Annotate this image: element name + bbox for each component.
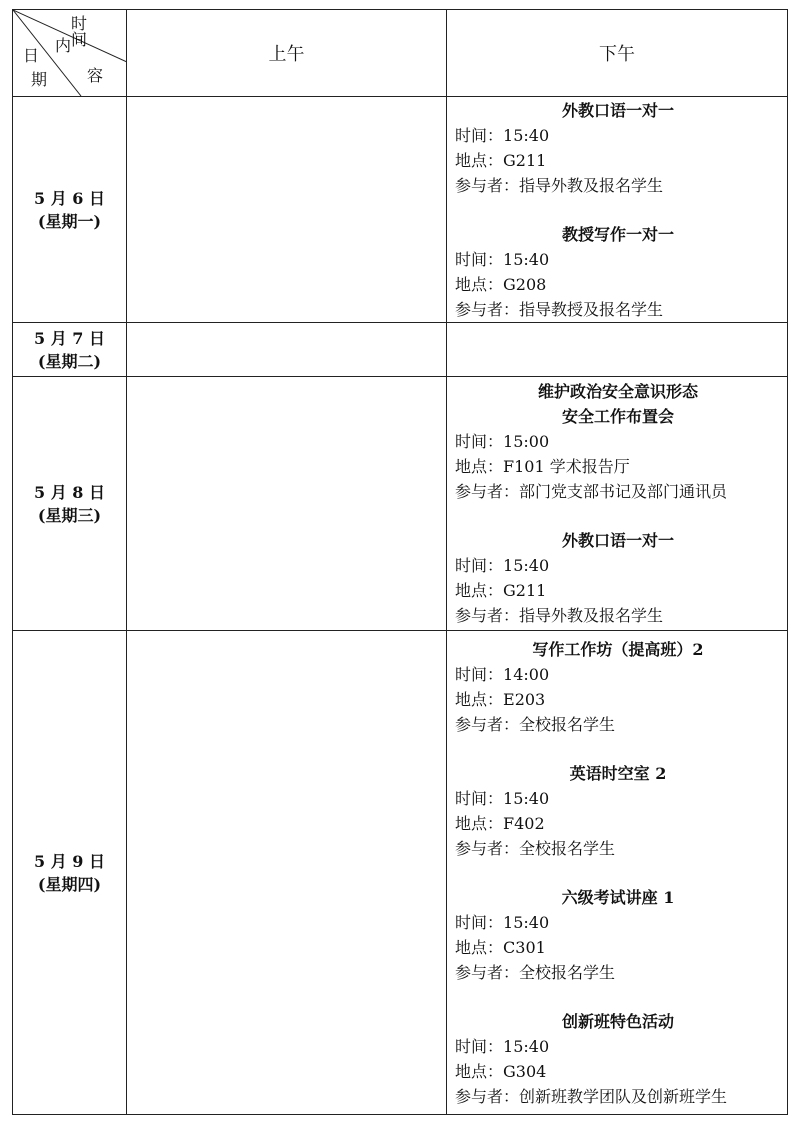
event-participants-label: 参与者： <box>455 482 520 501</box>
event-place-label: 地点： <box>455 274 504 294</box>
pm-cell <box>447 631 788 1115</box>
event-block <box>455 761 781 861</box>
event-time-line <box>455 1034 781 1059</box>
event-title: 安全工作布置会 <box>561 407 674 426</box>
event-participants-label: 参与者： <box>455 838 520 858</box>
schedule-sheet <box>12 9 787 1115</box>
event-participants-line <box>455 173 781 198</box>
event-time-line <box>455 123 781 148</box>
event-time-label: 时间： <box>455 125 504 145</box>
event-participants-line <box>455 836 781 861</box>
event-time-value: 15:40 <box>503 1036 550 1056</box>
corner-content-label-top: 内 <box>55 36 72 55</box>
schedule-row <box>13 323 788 377</box>
event-place-label: 地点： <box>455 581 504 600</box>
corner-date-label-top: 日 <box>23 46 40 65</box>
event-participants-label: 参与者： <box>455 299 520 319</box>
date-cell <box>13 631 127 1115</box>
event-place-line <box>455 578 781 603</box>
event-participants-value: 部门党支部书记及部门通讯员 <box>519 482 728 501</box>
event-participants-label: 参与者： <box>455 606 520 625</box>
event-participants-line <box>455 603 781 628</box>
schedule-row <box>13 631 788 1115</box>
event-time-label: 时间： <box>455 1036 504 1056</box>
event-time-label: 时间： <box>455 912 504 932</box>
pm-cell <box>447 323 788 377</box>
date-cell <box>13 323 127 377</box>
event-place-value: G211 <box>503 581 547 600</box>
schedule-row <box>13 377 788 631</box>
event-time-line <box>455 553 781 578</box>
date-cell <box>13 377 127 631</box>
schedule-row <box>13 97 788 323</box>
date-cell <box>13 97 127 323</box>
event-participants-value: 全校报名学生 <box>519 714 616 734</box>
corner-time-label: 时 间 <box>71 14 94 49</box>
event-time-line <box>455 910 781 935</box>
event-place-line <box>455 454 781 479</box>
event-participants-line <box>455 479 781 504</box>
am-cell <box>127 323 447 377</box>
event-time-label: 时间： <box>455 664 504 684</box>
event-participants-line <box>455 960 781 985</box>
date-text: 5 月 6 日 <box>34 188 105 208</box>
schedule-table <box>12 9 788 1115</box>
event-place-line <box>455 272 781 297</box>
event-block <box>455 637 781 737</box>
weekday-text: (星期一) <box>37 211 102 231</box>
event-title: 写作工作坊（提高班）2 <box>532 639 704 659</box>
event-place-label: 地点： <box>455 150 504 170</box>
event-time-line <box>455 429 781 454</box>
event-block <box>455 98 781 198</box>
corner-content-label-bottom: 容 <box>87 66 104 85</box>
event-place-line <box>455 148 781 173</box>
event-title: 英语时空室 2 <box>569 763 667 783</box>
event-place-label: 地点： <box>455 457 504 476</box>
event-place-value: G211 <box>503 150 547 170</box>
event-block <box>455 885 781 985</box>
am-cell <box>127 377 447 631</box>
event-participants-line <box>455 297 781 322</box>
header-row <box>13 10 788 97</box>
pm-cell <box>447 377 788 631</box>
event-participants-label: 参与者： <box>455 714 520 734</box>
event-participants-line <box>455 1084 781 1109</box>
date-text: 5 月 8 日 <box>34 482 105 502</box>
event-time-line <box>455 247 781 272</box>
event-place-value: E203 <box>503 689 546 709</box>
event-time-value: 15:40 <box>503 788 550 808</box>
event-participants-line <box>455 712 781 737</box>
event-time-value: 15:40 <box>503 125 550 145</box>
corner-date-label-bottom: 期 <box>31 70 48 89</box>
pm-cell <box>447 97 788 323</box>
event-place-label: 地点： <box>455 813 504 833</box>
event-time-label: 时间： <box>455 788 504 808</box>
event-time-line <box>455 786 781 811</box>
event-participants-value: 全校报名学生 <box>519 962 616 982</box>
event-place-label: 地点： <box>455 689 504 709</box>
event-participants-value: 指导外教及报名学生 <box>519 606 664 625</box>
event-participants-value: 指导外教及报名学生 <box>519 175 664 195</box>
event-time-value: 15:40 <box>503 912 550 932</box>
am-column-header: 上午 <box>127 10 447 97</box>
event-place-label: 地点： <box>455 1061 504 1081</box>
event-time-value: 15:40 <box>503 249 550 269</box>
event-place-line <box>455 811 781 836</box>
event-participants-value: 指导教授及报名学生 <box>519 299 664 319</box>
event-title: 六级考试讲座 1 <box>561 887 675 907</box>
event-time-value: 15:00 <box>503 432 550 451</box>
date-text: 5 月 9 日 <box>34 851 105 871</box>
event-title: 外教口语一对一 <box>561 100 674 120</box>
event-place-line <box>455 687 781 712</box>
event-title: 教授写作一对一 <box>561 224 674 244</box>
event-block <box>455 222 781 322</box>
event-place-line <box>455 1059 781 1084</box>
event-place-value: C301 <box>503 937 546 957</box>
event-time-label: 时间： <box>455 249 504 269</box>
event-place-value: F402 <box>503 813 545 833</box>
event-block <box>455 1009 781 1109</box>
event-participants-value: 全校报名学生 <box>519 838 616 858</box>
event-place-value: F101 学术报告厅 <box>503 457 630 476</box>
event-time-line <box>455 662 781 687</box>
event-participants-label: 参与者： <box>455 175 520 195</box>
event-block <box>455 379 781 504</box>
corner-header-cell <box>13 10 127 97</box>
weekday-text: (星期二) <box>37 351 102 371</box>
event-title: 外教口语一对一 <box>561 531 674 550</box>
event-time-value: 14:00 <box>503 664 550 684</box>
event-title: 维护政治安全意识形态 <box>537 382 698 401</box>
am-cell <box>127 631 447 1115</box>
event-block <box>455 528 781 628</box>
event-place-label: 地点： <box>455 937 504 957</box>
event-participants-label: 参与者： <box>455 1086 520 1106</box>
am-cell <box>127 97 447 323</box>
weekday-text: (星期三) <box>37 505 102 525</box>
event-participants-value: 创新班教学团队及创新班学生 <box>519 1086 728 1106</box>
event-place-value: G304 <box>503 1061 547 1081</box>
weekday-text: (星期四) <box>37 874 102 894</box>
event-place-value: G208 <box>503 274 547 294</box>
event-time-value: 15:40 <box>503 556 550 575</box>
event-participants-label: 参与者： <box>455 962 520 982</box>
event-time-label: 时间： <box>455 556 504 575</box>
event-place-line <box>455 935 781 960</box>
event-time-label: 时间： <box>455 432 504 451</box>
date-text: 5 月 7 日 <box>34 328 105 348</box>
pm-column-header: 下午 <box>447 10 788 97</box>
event-title: 创新班特色活动 <box>561 1011 674 1031</box>
